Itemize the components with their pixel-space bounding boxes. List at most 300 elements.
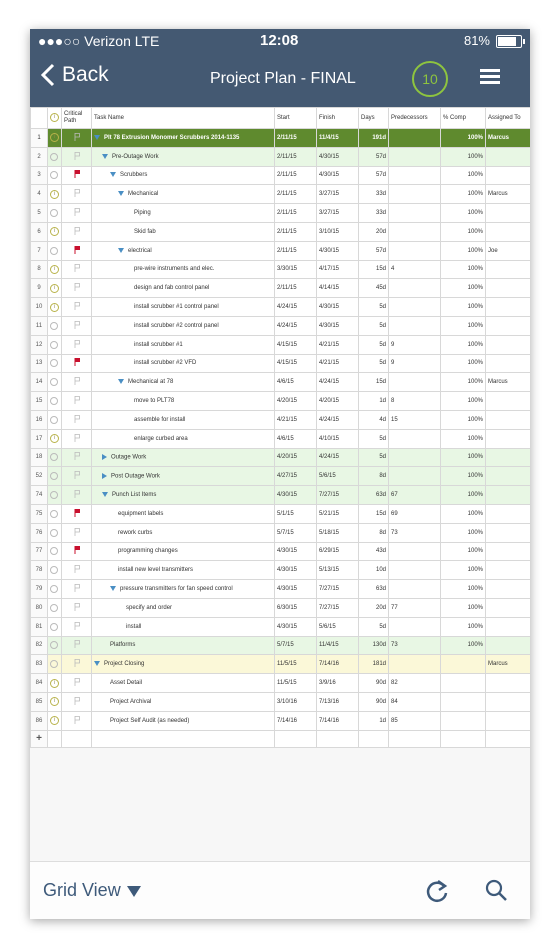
table-row[interactable]	[31, 279, 531, 298]
start-cell[interactable]: 4/24/15	[275, 316, 317, 335]
days-cell[interactable]: 90d	[359, 674, 389, 693]
critical-path-cell[interactable]	[62, 561, 92, 580]
empty-cell[interactable]	[359, 730, 389, 747]
finish-cell[interactable]: 7/14/16	[317, 655, 359, 674]
predecessors-cell[interactable]	[389, 542, 441, 561]
finish-cell[interactable]: 4/30/15	[317, 166, 359, 185]
task-name-cell[interactable]	[92, 392, 275, 411]
table-row[interactable]	[31, 373, 531, 392]
days-cell[interactable]: 63d	[359, 486, 389, 505]
predecessors-cell[interactable]	[389, 147, 441, 166]
assigned-to-cell[interactable]	[486, 561, 531, 580]
percent-complete-cell[interactable]: 100%	[441, 260, 486, 279]
finish-cell[interactable]: 4/30/15	[317, 298, 359, 317]
days-cell[interactable]: 15d	[359, 373, 389, 392]
critical-path-cell[interactable]	[62, 316, 92, 335]
percent-complete-cell[interactable]: 100%	[441, 166, 486, 185]
critical-path-cell[interactable]	[62, 204, 92, 223]
table-row[interactable]	[31, 486, 531, 505]
predecessors-cell[interactable]	[389, 129, 441, 148]
days-cell[interactable]: 15d	[359, 260, 389, 279]
grid-view-selector[interactable]	[43, 880, 141, 901]
table-row[interactable]	[31, 598, 531, 617]
critical-path-cell[interactable]	[62, 617, 92, 636]
row-info-cell[interactable]	[48, 335, 62, 354]
days-cell[interactable]: 5d	[359, 316, 389, 335]
days-cell[interactable]: 57d	[359, 166, 389, 185]
days-cell[interactable]: 130d	[359, 636, 389, 655]
task-name-cell[interactable]	[92, 354, 275, 373]
finish-cell[interactable]: 7/14/16	[317, 711, 359, 730]
finish-cell[interactable]: 11/4/15	[317, 129, 359, 148]
finish-cell[interactable]: 6/29/15	[317, 542, 359, 561]
row-info-cell[interactable]	[48, 166, 62, 185]
finish-cell[interactable]: 11/4/15	[317, 636, 359, 655]
task-name-cell[interactable]	[92, 523, 275, 542]
table-row[interactable]	[31, 185, 531, 204]
finish-cell[interactable]: 7/27/15	[317, 486, 359, 505]
table-row[interactable]	[31, 392, 531, 411]
percent-complete-cell[interactable]: 100%	[441, 542, 486, 561]
predecessors-cell[interactable]: 73	[389, 523, 441, 542]
critical-path-cell[interactable]	[62, 241, 92, 260]
task-name-cell[interactable]	[92, 617, 275, 636]
task-name-cell[interactable]	[92, 316, 275, 335]
predecessors-cell[interactable]	[389, 448, 441, 467]
assigned-to-cell[interactable]	[486, 147, 531, 166]
expand-down-icon[interactable]	[118, 248, 124, 253]
critical-path-cell[interactable]	[62, 504, 92, 523]
days-cell[interactable]: 5d	[359, 617, 389, 636]
task-name-cell[interactable]	[92, 222, 275, 241]
row-info-cell[interactable]	[48, 204, 62, 223]
task-name-cell[interactable]	[92, 241, 275, 260]
assigned-to-cell[interactable]: Marcus	[486, 185, 531, 204]
percent-complete-cell[interactable]	[441, 674, 486, 693]
predecessors-cell[interactable]: 9	[389, 354, 441, 373]
expand-down-icon[interactable]	[110, 172, 116, 177]
start-cell[interactable]: 2/11/15	[275, 166, 317, 185]
assigned-to-cell[interactable]: Joe	[486, 241, 531, 260]
finish-cell[interactable]: 4/30/15	[317, 316, 359, 335]
percent-complete-cell[interactable]	[441, 711, 486, 730]
start-cell[interactable]: 3/10/16	[275, 692, 317, 711]
row-info-cell[interactable]	[48, 636, 62, 655]
empty-cell[interactable]	[486, 730, 531, 747]
task-name-cell[interactable]	[92, 279, 275, 298]
days-cell[interactable]: 5d	[359, 298, 389, 317]
task-name-cell[interactable]	[92, 598, 275, 617]
start-cell[interactable]: 4/21/15	[275, 410, 317, 429]
critical-path-cell[interactable]	[62, 598, 92, 617]
assigned-to-cell[interactable]	[486, 617, 531, 636]
critical-path-cell[interactable]	[62, 429, 92, 448]
finish-cell[interactable]: 4/30/15	[317, 147, 359, 166]
task-name-cell[interactable]	[92, 542, 275, 561]
row-info-cell[interactable]	[48, 185, 62, 204]
start-cell[interactable]: 11/5/15	[275, 674, 317, 693]
empty-cell[interactable]	[62, 730, 92, 747]
critical-path-cell[interactable]	[62, 279, 92, 298]
critical-path-cell[interactable]	[62, 222, 92, 241]
table-row[interactable]	[31, 674, 531, 693]
assigned-to-cell[interactable]	[486, 298, 531, 317]
table-row[interactable]	[31, 448, 531, 467]
row-info-cell[interactable]	[48, 711, 62, 730]
finish-cell[interactable]: 5/13/15	[317, 561, 359, 580]
assigned-to-cell[interactable]	[486, 410, 531, 429]
predecessors-cell[interactable]	[389, 561, 441, 580]
critical-path-cell[interactable]	[62, 467, 92, 486]
days-cell[interactable]: 5d	[359, 335, 389, 354]
percent-complete-cell[interactable]: 100%	[441, 410, 486, 429]
predecessors-cell[interactable]	[389, 166, 441, 185]
task-name-cell[interactable]	[92, 636, 275, 655]
predecessors-cell[interactable]	[389, 373, 441, 392]
finish-cell[interactable]: 5/6/15	[317, 467, 359, 486]
row-info-cell[interactable]	[48, 147, 62, 166]
row-info-cell[interactable]	[48, 674, 62, 693]
finish-cell[interactable]: 4/24/15	[317, 373, 359, 392]
empty-cell[interactable]	[275, 730, 317, 747]
assigned-to-cell[interactable]	[486, 166, 531, 185]
assigned-to-cell[interactable]	[486, 598, 531, 617]
percent-complete-cell[interactable]: 100%	[441, 279, 486, 298]
row-info-cell[interactable]	[48, 298, 62, 317]
days-cell[interactable]: 5d	[359, 354, 389, 373]
assigned-to-cell[interactable]	[486, 222, 531, 241]
table-row[interactable]	[31, 410, 531, 429]
critical-path-cell[interactable]	[62, 542, 92, 561]
table-row[interactable]	[31, 692, 531, 711]
days-cell[interactable]: 33d	[359, 185, 389, 204]
critical-path-cell[interactable]	[62, 711, 92, 730]
task-name-cell[interactable]	[92, 580, 275, 599]
days-cell[interactable]: 191d	[359, 129, 389, 148]
row-info-cell[interactable]	[48, 448, 62, 467]
start-cell[interactable]: 5/1/15	[275, 504, 317, 523]
row-info-cell[interactable]	[48, 429, 62, 448]
task-name-cell[interactable]	[92, 204, 275, 223]
critical-path-cell[interactable]	[62, 692, 92, 711]
predecessors-cell[interactable]	[389, 279, 441, 298]
predecessors-cell[interactable]	[389, 185, 441, 204]
start-cell[interactable]: 2/11/15	[275, 204, 317, 223]
days-cell[interactable]: 5d	[359, 429, 389, 448]
expand-down-icon[interactable]	[94, 661, 100, 666]
empty-cell[interactable]	[92, 730, 275, 747]
header-percent-complete[interactable]: % Comp	[441, 108, 486, 129]
finish-cell[interactable]: 4/17/15	[317, 260, 359, 279]
row-info-cell[interactable]	[48, 542, 62, 561]
empty-cell[interactable]	[389, 730, 441, 747]
percent-complete-cell[interactable]: 100%	[441, 486, 486, 505]
table-row[interactable]	[31, 561, 531, 580]
row-info-cell[interactable]	[48, 241, 62, 260]
percent-complete-cell[interactable]: 100%	[441, 561, 486, 580]
start-cell[interactable]: 4/30/15	[275, 542, 317, 561]
assigned-to-cell[interactable]	[486, 429, 531, 448]
predecessors-cell[interactable]	[389, 429, 441, 448]
critical-path-cell[interactable]	[62, 523, 92, 542]
start-cell[interactable]: 4/30/15	[275, 580, 317, 599]
percent-complete-cell[interactable]: 100%	[441, 392, 486, 411]
percent-complete-cell[interactable]: 100%	[441, 204, 486, 223]
assigned-to-cell[interactable]	[486, 711, 531, 730]
critical-path-cell[interactable]	[62, 636, 92, 655]
percent-complete-cell[interactable]: 100%	[441, 636, 486, 655]
percent-complete-cell[interactable]: 100%	[441, 147, 486, 166]
finish-cell[interactable]: 4/24/15	[317, 410, 359, 429]
percent-complete-cell[interactable]	[441, 692, 486, 711]
table-row[interactable]	[31, 542, 531, 561]
finish-cell[interactable]: 7/27/15	[317, 580, 359, 599]
row-info-cell[interactable]	[48, 316, 62, 335]
finish-cell[interactable]: 3/10/15	[317, 222, 359, 241]
days-cell[interactable]: 63d	[359, 580, 389, 599]
task-name-cell[interactable]	[92, 147, 275, 166]
percent-complete-cell[interactable]: 100%	[441, 429, 486, 448]
start-cell[interactable]: 4/6/15	[275, 429, 317, 448]
assigned-to-cell[interactable]	[486, 467, 531, 486]
predecessors-cell[interactable]	[389, 316, 441, 335]
percent-complete-cell[interactable]: 100%	[441, 185, 486, 204]
percent-complete-cell[interactable]: 100%	[441, 298, 486, 317]
assigned-to-cell[interactable]: Marcus	[486, 655, 531, 674]
collapsed-right-icon[interactable]	[102, 454, 107, 460]
predecessors-cell[interactable]	[389, 467, 441, 486]
row-info-cell[interactable]	[48, 373, 62, 392]
predecessors-cell[interactable]: 82	[389, 674, 441, 693]
days-cell[interactable]: 5d	[359, 448, 389, 467]
predecessors-cell[interactable]: 73	[389, 636, 441, 655]
row-info-cell[interactable]	[48, 655, 62, 674]
task-name-cell[interactable]	[92, 692, 275, 711]
start-cell[interactable]: 4/20/15	[275, 392, 317, 411]
assigned-to-cell[interactable]	[486, 335, 531, 354]
add-row-button[interactable]: +	[31, 730, 48, 747]
days-cell[interactable]: 10d	[359, 561, 389, 580]
table-row[interactable]	[31, 298, 531, 317]
header-days[interactable]: Days	[359, 108, 389, 129]
start-cell[interactable]: 2/11/15	[275, 147, 317, 166]
predecessors-cell[interactable]	[389, 204, 441, 223]
finish-cell[interactable]: 4/21/15	[317, 354, 359, 373]
table-row[interactable]	[31, 617, 531, 636]
critical-path-cell[interactable]	[62, 580, 92, 599]
header-finish[interactable]: Finish	[317, 108, 359, 129]
critical-path-cell[interactable]	[62, 674, 92, 693]
start-cell[interactable]: 4/30/15	[275, 561, 317, 580]
row-info-cell[interactable]	[48, 129, 62, 148]
days-cell[interactable]: 181d	[359, 655, 389, 674]
row-info-cell[interactable]	[48, 692, 62, 711]
critical-path-cell[interactable]	[62, 392, 92, 411]
days-cell[interactable]: 33d	[359, 204, 389, 223]
start-cell[interactable]: 4/6/15	[275, 373, 317, 392]
critical-path-cell[interactable]	[62, 185, 92, 204]
add-row[interactable]	[31, 730, 531, 747]
table-row[interactable]	[31, 147, 531, 166]
finish-cell[interactable]: 3/9/16	[317, 674, 359, 693]
header-critical-path[interactable]: Critical Path	[62, 108, 92, 129]
finish-cell[interactable]: 3/27/15	[317, 204, 359, 223]
finish-cell[interactable]: 7/13/16	[317, 692, 359, 711]
days-cell[interactable]: 57d	[359, 147, 389, 166]
critical-path-cell[interactable]	[62, 448, 92, 467]
row-info-cell[interactable]	[48, 222, 62, 241]
critical-path-cell[interactable]	[62, 373, 92, 392]
expand-down-icon[interactable]	[118, 191, 124, 196]
row-info-cell[interactable]	[48, 354, 62, 373]
task-name-cell[interactable]	[92, 410, 275, 429]
start-cell[interactable]: 2/11/15	[275, 222, 317, 241]
percent-complete-cell[interactable]: 100%	[441, 129, 486, 148]
assigned-to-cell[interactable]	[486, 392, 531, 411]
task-name-cell[interactable]	[92, 129, 275, 148]
critical-path-cell[interactable]	[62, 410, 92, 429]
predecessors-cell[interactable]: 85	[389, 711, 441, 730]
row-info-cell[interactable]	[48, 561, 62, 580]
expand-down-icon[interactable]	[118, 379, 124, 384]
days-cell[interactable]: 8d	[359, 523, 389, 542]
assigned-to-cell[interactable]	[486, 486, 531, 505]
start-cell[interactable]: 4/15/15	[275, 335, 317, 354]
table-row[interactable]	[31, 166, 531, 185]
predecessors-cell[interactable]: 84	[389, 692, 441, 711]
row-info-cell[interactable]	[48, 504, 62, 523]
assigned-to-cell[interactable]	[486, 448, 531, 467]
percent-complete-cell[interactable]: 100%	[441, 222, 486, 241]
finish-cell[interactable]: 4/20/15	[317, 392, 359, 411]
critical-path-cell[interactable]	[62, 147, 92, 166]
task-name-cell[interactable]	[92, 373, 275, 392]
expand-down-icon[interactable]	[102, 492, 108, 497]
start-cell[interactable]: 4/30/15	[275, 486, 317, 505]
start-cell[interactable]: 4/15/15	[275, 354, 317, 373]
start-cell[interactable]: 2/11/15	[275, 129, 317, 148]
table-row[interactable]	[31, 711, 531, 730]
critical-path-cell[interactable]	[62, 298, 92, 317]
percent-complete-cell[interactable]: 100%	[441, 241, 486, 260]
assigned-to-cell[interactable]: Marcus	[486, 129, 531, 148]
empty-cell[interactable]	[441, 730, 486, 747]
percent-complete-cell[interactable]: 100%	[441, 580, 486, 599]
assigned-to-cell[interactable]	[486, 354, 531, 373]
assigned-to-cell[interactable]	[486, 692, 531, 711]
task-name-cell[interactable]	[92, 298, 275, 317]
critical-path-cell[interactable]	[62, 354, 92, 373]
hamburger-menu-icon[interactable]	[480, 69, 500, 85]
task-name-cell[interactable]	[92, 448, 275, 467]
row-info-cell[interactable]	[48, 467, 62, 486]
table-row[interactable]	[31, 260, 531, 279]
percent-complete-cell[interactable]: 100%	[441, 504, 486, 523]
predecessors-cell[interactable]: 77	[389, 598, 441, 617]
predecessors-cell[interactable]: 8	[389, 392, 441, 411]
task-name-cell[interactable]	[92, 185, 275, 204]
finish-cell[interactable]: 5/18/15	[317, 523, 359, 542]
row-info-cell[interactable]	[48, 523, 62, 542]
predecessors-cell[interactable]	[389, 222, 441, 241]
percent-complete-cell[interactable]: 100%	[441, 523, 486, 542]
start-cell[interactable]: 5/7/15	[275, 523, 317, 542]
days-cell[interactable]: 43d	[359, 542, 389, 561]
days-cell[interactable]: 57d	[359, 241, 389, 260]
table-row[interactable]	[31, 129, 531, 148]
row-info-cell[interactable]	[48, 486, 62, 505]
row-info-cell[interactable]	[48, 392, 62, 411]
task-name-cell[interactable]	[92, 467, 275, 486]
finish-cell[interactable]: 4/21/15	[317, 335, 359, 354]
table-row[interactable]	[31, 429, 531, 448]
percent-complete-cell[interactable]: 100%	[441, 617, 486, 636]
task-name-cell[interactable]	[92, 429, 275, 448]
collapsed-right-icon[interactable]	[102, 473, 107, 479]
task-name-cell[interactable]	[92, 335, 275, 354]
task-name-cell[interactable]	[92, 674, 275, 693]
finish-cell[interactable]: 7/27/15	[317, 598, 359, 617]
days-cell[interactable]: 1d	[359, 392, 389, 411]
start-cell[interactable]: 4/27/15	[275, 467, 317, 486]
refresh-icon[interactable]	[424, 878, 450, 904]
table-row[interactable]	[31, 222, 531, 241]
start-cell[interactable]: 11/5/15	[275, 655, 317, 674]
critical-path-cell[interactable]	[62, 486, 92, 505]
predecessors-cell[interactable]	[389, 298, 441, 317]
start-cell[interactable]: 5/7/15	[275, 636, 317, 655]
assigned-to-cell[interactable]	[486, 204, 531, 223]
critical-path-cell[interactable]	[62, 335, 92, 354]
finish-cell[interactable]: 4/24/15	[317, 448, 359, 467]
task-name-cell[interactable]	[92, 561, 275, 580]
start-cell[interactable]: 7/14/16	[275, 711, 317, 730]
finish-cell[interactable]: 5/21/15	[317, 504, 359, 523]
percent-complete-cell[interactable]: 100%	[441, 448, 486, 467]
predecessors-cell[interactable]: 69	[389, 504, 441, 523]
table-row[interactable]	[31, 241, 531, 260]
critical-path-cell[interactable]	[62, 655, 92, 674]
task-name-cell[interactable]	[92, 260, 275, 279]
task-name-cell[interactable]	[92, 711, 275, 730]
assigned-to-cell[interactable]	[486, 279, 531, 298]
expand-down-icon[interactable]	[102, 154, 108, 159]
task-name-cell[interactable]	[92, 655, 275, 674]
row-info-cell[interactable]	[48, 260, 62, 279]
predecessors-cell[interactable]	[389, 617, 441, 636]
table-row[interactable]	[31, 580, 531, 599]
start-cell[interactable]: 4/30/15	[275, 617, 317, 636]
days-cell[interactable]: 8d	[359, 467, 389, 486]
row-info-cell[interactable]	[48, 410, 62, 429]
start-cell[interactable]: 6/30/15	[275, 598, 317, 617]
start-cell[interactable]: 2/11/15	[275, 279, 317, 298]
table-row[interactable]	[31, 354, 531, 373]
task-name-cell[interactable]	[92, 486, 275, 505]
task-name-cell[interactable]	[92, 504, 275, 523]
assigned-to-cell[interactable]	[486, 260, 531, 279]
days-cell[interactable]: 15d	[359, 504, 389, 523]
table-row[interactable]	[31, 636, 531, 655]
predecessors-cell[interactable]: 15	[389, 410, 441, 429]
predecessors-cell[interactable]: 67	[389, 486, 441, 505]
empty-cell[interactable]	[317, 730, 359, 747]
assigned-to-cell[interactable]	[486, 636, 531, 655]
row-info-cell[interactable]	[48, 617, 62, 636]
predecessors-cell[interactable]: 9	[389, 335, 441, 354]
back-button[interactable]	[40, 63, 109, 87]
days-cell[interactable]: 45d	[359, 279, 389, 298]
